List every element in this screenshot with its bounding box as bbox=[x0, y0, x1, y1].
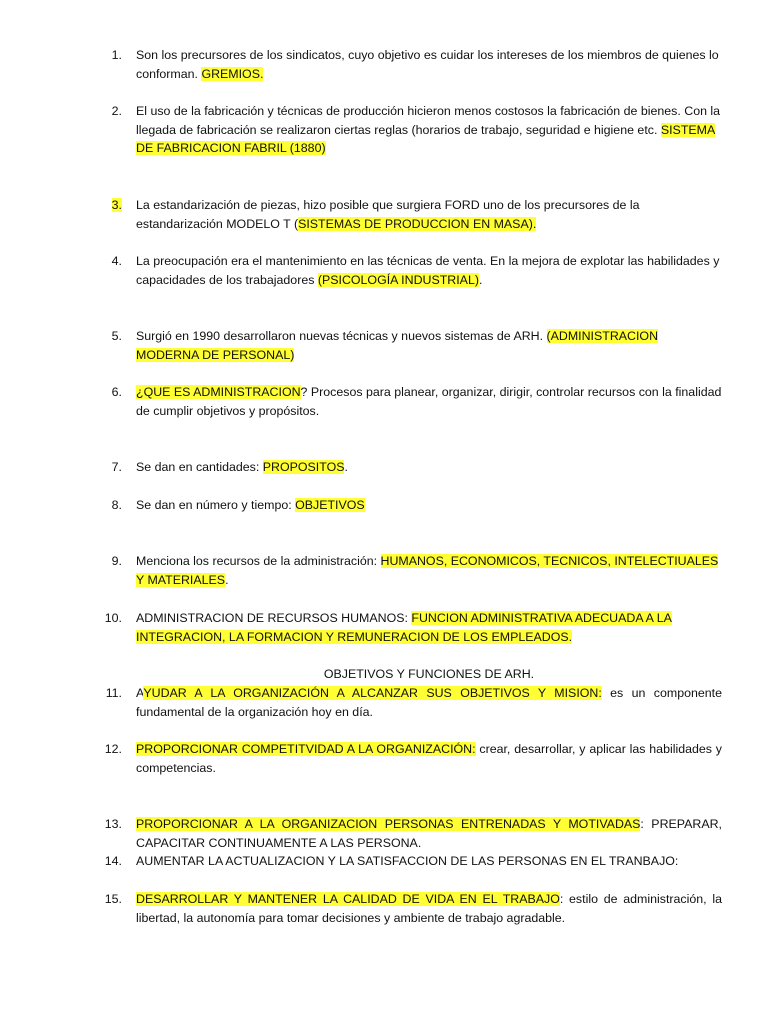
list-item-3 bbox=[111, 196, 722, 233]
answer-highlight: GREMIOS. bbox=[201, 66, 264, 81]
answer-highlight: SISTEMAS DE PRODUCCION EN MASA). bbox=[298, 216, 537, 231]
list-item-6 bbox=[111, 383, 722, 420]
item-number: 5. bbox=[111, 329, 122, 343]
item-number: 12. bbox=[104, 742, 122, 756]
item-text: AYUDAR A LA ORGANIZACIÓN A ALCANZAR SUS OBJETIVOS Y MISION: es un componente fundamental de la organización hoy en día. bbox=[136, 686, 722, 719]
item-number: 6. bbox=[111, 385, 122, 399]
list-item-1 bbox=[111, 46, 722, 83]
item-text: Son los precursores de los sindicatos, cuyo objetivo es cuidar los intereses de los miembros de quienes lo conforman. GREMIOS. bbox=[136, 48, 719, 81]
item-text: Surgió en 1990 desarrollaron nuevas técnicas y nuevos sistemas de ARH. (ADMINISTRACION MODERNA DE PERSONAL) bbox=[136, 329, 659, 362]
item-text: El uso de la fabricación y técnicas de producción hicieron menos costosos la fabricación de bienes. Con la llegada de fabricación se realizaron ciertas reglas (horarios de trabajo, seguridad e higiene etc. SISTEMA DE FABRICACION FABRIL (1880) bbox=[136, 104, 721, 155]
item-number: 9. bbox=[111, 554, 122, 568]
answer-highlight: (ADMINISTRACION MODERNA DE PERSONAL) bbox=[136, 329, 659, 362]
item-text: AUMENTAR LA ACTUALIZACION Y LA SATISFACCION DE LAS PERSONAS EN EL TRANBAJO: bbox=[136, 854, 679, 868]
list-item-11 bbox=[105, 684, 722, 721]
list-item-13 bbox=[104, 815, 722, 852]
item-number: 14. bbox=[104, 854, 122, 868]
item-number: 3. bbox=[111, 198, 122, 212]
item-text: La estandarización de piezas, hizo posible que surgiera FORD uno de los precursores de la estandarización MODELO T (SISTEMAS DE PRODUCCION EN MASA). bbox=[136, 198, 640, 231]
list-item-12 bbox=[104, 740, 722, 777]
answer-highlight: HUMANOS, ECONOMICOS, TECNICOS, INTELECTIUALES Y MATERIALES bbox=[136, 554, 719, 587]
item-text: ¿QUE ES ADMINISTRACION? Procesos para planear, organizar, dirigir, controlar recursos con la finalidad de cumplir objetivos y propósitos. bbox=[136, 385, 722, 418]
list-item-10 bbox=[104, 609, 722, 646]
answer-highlight: DESARROLLAR Y MANTENER LA CALIDAD DE VIDA EN EL TRABAJO bbox=[136, 892, 560, 906]
answer-highlight: ¿QUE ES ADMINISTRACION bbox=[136, 385, 301, 399]
list-item-15 bbox=[104, 890, 722, 927]
item-text: Se dan en número y tiempo: OBJETIVOS bbox=[136, 498, 365, 512]
list-item-4 bbox=[111, 252, 722, 289]
answer-highlight: YUDAR A LA ORGANIZACIÓN A ALCANZAR SUS OBJETIVOS Y MISION: bbox=[143, 686, 602, 700]
item-text: ADMINISTRACION DE RECURSOS HUMANOS: FUNCION ADMINISTRATIVA ADECUADA A LA INTEGRACION, LA FORMACION Y REMUNERACION DE LOS EMPLEADOS. bbox=[136, 611, 672, 644]
item-number: 13. bbox=[104, 817, 122, 831]
answer-highlight: (PSICOLOGÍA INDUSTRIAL) bbox=[317, 272, 479, 287]
item-text: Menciona los recursos de la administración: HUMANOS, ECONOMICOS, TECNICOS, INTELECTIUALES Y MATERIALES. bbox=[136, 554, 719, 587]
list-item-9 bbox=[111, 552, 722, 589]
section-title: OBJETIVOS Y FUNCIONES DE ARH. bbox=[323, 667, 535, 681]
list-item-2 bbox=[111, 102, 722, 158]
answer-highlight: OBJETIVOS bbox=[295, 498, 365, 512]
item-number: 11. bbox=[105, 686, 122, 700]
answer-highlight: PROPORCIONAR A LA ORGANIZACION PERSONAS ENTRENADAS Y MOTIVADAS bbox=[136, 817, 641, 831]
answer-highlight: PROPORCIONAR COMPETITVIDAD A LA ORGANIZACIÓN: bbox=[136, 742, 476, 756]
item-text: La preocupación era el mantenimiento en las técnicas de venta. En la mejora de explotar las habilidades y capacidades de los trabajadores (PSICOLOGÍA INDUSTRIAL). bbox=[136, 254, 720, 287]
item-number: 2. bbox=[111, 104, 122, 118]
item-text: PROPORCIONAR A LA ORGANIZACION PERSONAS ENTRENADAS Y MOTIVADAS: PREPARAR, CAPACITAR CONTINUAMENTE A LAS PERSONA. bbox=[136, 817, 722, 850]
list-item-14 bbox=[104, 852, 722, 871]
item-number: 15. bbox=[104, 892, 122, 906]
item-number: 8. bbox=[111, 498, 122, 512]
list-item-7 bbox=[111, 458, 722, 477]
item-text: PROPORCIONAR COMPETITVIDAD A LA ORGANIZACIÓN: crear, desarrollar, y aplicar las habilidades y competencias. bbox=[136, 742, 722, 775]
item-number: 10. bbox=[104, 611, 122, 625]
answer-highlight: FUNCION ADMINISTRATIVA ADECUADA A LA INTEGRACION, LA FORMACION Y REMUNERACION DE LOS EMPLEADOS. bbox=[136, 611, 672, 644]
item-number: 7. bbox=[111, 460, 122, 474]
list-item-8 bbox=[111, 496, 722, 515]
item-text: Se dan en cantidades: PROPOSITOS. bbox=[136, 460, 348, 474]
answer-highlight: SISTEMA DE FABRICACION FABRIL (1880) bbox=[136, 122, 716, 155]
list-item-5 bbox=[111, 327, 722, 364]
answer-highlight: PROPOSITOS bbox=[262, 460, 345, 474]
item-number: 4. bbox=[111, 254, 122, 268]
item-text: DESARROLLAR Y MANTENER LA CALIDAD DE VIDA EN EL TRABAJO: estilo de administración, la libertad, la autonomía para tomar decisiones y ambiente de trabajo agradable. bbox=[136, 892, 722, 925]
item-number: 1. bbox=[111, 48, 122, 62]
